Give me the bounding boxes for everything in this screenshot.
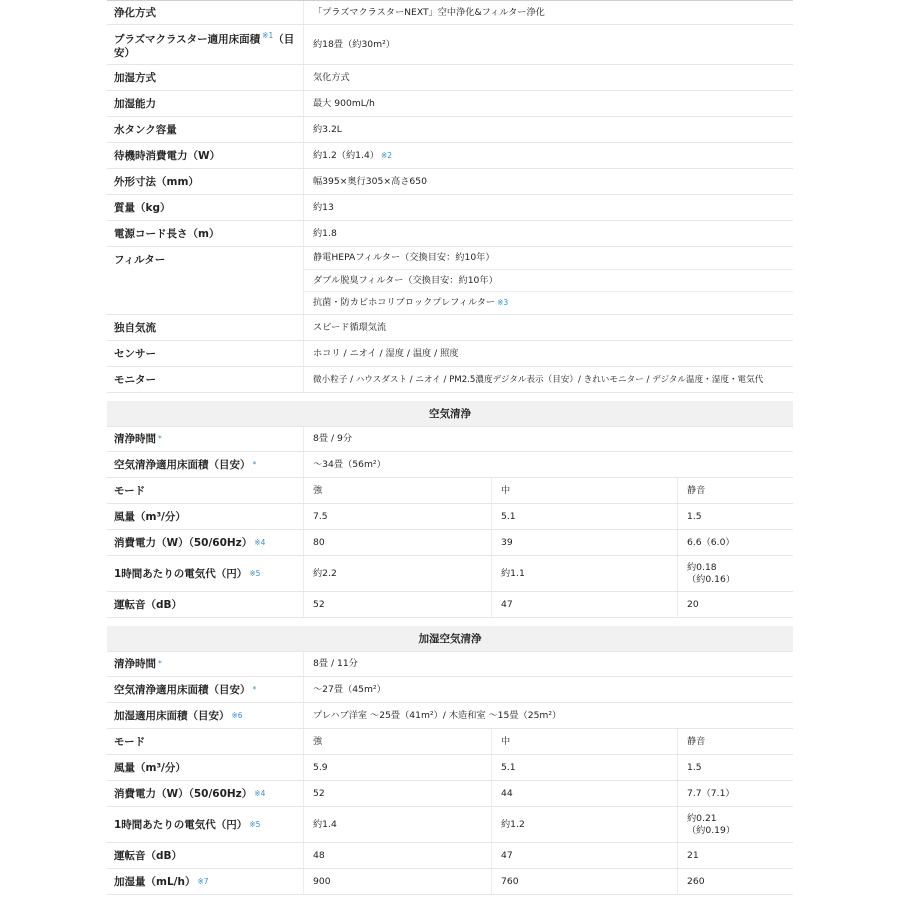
row-label: プラズマクラスター適用床面積 $^{※1}$（目安） — [114, 30, 295, 60]
row-label: 空気清浄適用床面積（目安） * — [114, 458, 257, 471]
row-value: 気化方式 — [303, 65, 793, 90]
cell: 約1.1 — [491, 556, 677, 591]
row-value: プレハブ洋室 ～25畳（41m²）/ 木造和室 ～15畳（25m²） — [303, 703, 793, 728]
spec-row — [107, 169, 793, 195]
cell: 39 — [491, 530, 677, 555]
row-label: 加湿適用床面積（目安） ※6 — [114, 709, 243, 722]
row-value: スピード循環気流 — [303, 315, 793, 340]
cell: 約1.2 — [491, 807, 677, 842]
row-label: 消費電力（W）（50/60Hz） ※4 — [114, 787, 266, 800]
cell: 6.6（6.0） — [677, 530, 793, 555]
airflow-row — [107, 504, 793, 530]
filter-item: 静電HEPAフィルター（交換目安：約10年） — [304, 247, 793, 270]
spec-row — [107, 195, 793, 221]
row-label: 待機時消費電力（W） — [114, 149, 221, 162]
mode-medium: 中 — [491, 729, 677, 754]
spec-table — [107, 0, 793, 895]
spec-row — [107, 652, 793, 677]
cell: 48 — [303, 843, 491, 868]
spec-row — [107, 427, 793, 452]
noise-row — [107, 592, 793, 618]
row-label: 加湿量（mL/h） ※7 — [114, 875, 209, 888]
row-value: ～27畳（45m²） — [303, 677, 793, 702]
spec-row — [107, 0, 793, 25]
airflow-row — [107, 755, 793, 781]
spec-row — [107, 25, 793, 65]
spec-row — [107, 703, 793, 729]
mode-row — [107, 478, 793, 504]
row-label: モニター — [114, 373, 156, 386]
cell: 52 — [303, 781, 491, 806]
row-value: 最大 900mL/h — [303, 91, 793, 116]
cell: 7.7（7.1） — [677, 781, 793, 806]
spec-row — [107, 65, 793, 91]
mode-row — [107, 729, 793, 755]
cell: 約2.2 — [303, 556, 491, 591]
section-header-air: 空気清浄 — [107, 401, 793, 427]
row-label: 運転音（dB） — [114, 598, 183, 611]
row-value: 8畳 / 11分 — [303, 652, 793, 676]
spec-row — [107, 221, 793, 247]
row-label: 外形寸法（mm） — [114, 175, 199, 188]
row-label: 空気清浄適用床面積（目安） * — [114, 683, 257, 696]
spec-row — [107, 452, 793, 478]
cost-row — [107, 556, 793, 592]
filter-list — [303, 247, 793, 314]
row-label: 独自気流 — [114, 321, 156, 334]
cell: 760 — [491, 869, 677, 894]
cell: 5.9 — [303, 755, 491, 780]
mode-strong: 強 — [303, 729, 491, 754]
cell: 1.5 — [677, 755, 793, 780]
row-value: 8畳 / 9分 — [303, 427, 793, 451]
row-label: 運転音（dB） — [114, 849, 183, 862]
cell: 約0.21 （約0.19） — [677, 807, 793, 842]
mode-quiet: 静音 — [677, 729, 793, 754]
row-label: 水タンク容量 — [114, 123, 177, 136]
cell: 約1.4 — [303, 807, 491, 842]
row-label: 1時間あたりの電気代（円） ※5 — [114, 818, 261, 831]
spec-row — [107, 315, 793, 341]
row-value: ホコリ / ニオイ / 湿度 / 温度 / 照度 — [303, 341, 793, 366]
row-value: 「プラズマクラスターNEXT」空中浄化&フィルター浄化 — [303, 1, 793, 24]
spec-row — [107, 91, 793, 117]
cell: 80 — [303, 530, 491, 555]
row-label: 清浄時間 * — [114, 658, 162, 670]
cell: 5.1 — [491, 504, 677, 529]
row-label: 風量（m³/分） — [114, 761, 186, 774]
row-label: モード — [114, 735, 146, 748]
row-value: ～34畳（56m²） — [303, 452, 793, 477]
cell: 1.5 — [677, 504, 793, 529]
section-header-humid: 加湿空気清浄 — [107, 626, 793, 652]
row-label: 電源コード長さ（m） — [114, 227, 220, 240]
row-label: フィルター — [114, 254, 166, 266]
row-label: 加湿方式 — [114, 71, 156, 84]
row-value: 約1.2（約1.4） ※2 — [303, 143, 793, 168]
mode-strong: 強 — [303, 478, 491, 503]
spec-row — [107, 367, 793, 393]
row-value: 約3.2L — [303, 117, 793, 142]
power-row — [107, 781, 793, 807]
cell: 5.1 — [491, 755, 677, 780]
row-label: センサー — [114, 347, 156, 360]
row-label: 消費電力（W）（50/60Hz） ※4 — [114, 536, 266, 549]
row-label: 風量（m³/分） — [114, 510, 186, 523]
mode-medium: 中 — [491, 478, 677, 503]
row-value: 約18畳（約30m²） — [303, 25, 793, 64]
cell: 20 — [677, 592, 793, 617]
spec-row — [107, 677, 793, 703]
row-value: 微小粒子 / ハウスダスト / ニオイ / PM2.5濃度デジタル表示（目安）/ きれいモニター / デジタル温度・湿度・電気代 — [303, 367, 793, 392]
spec-row — [107, 143, 793, 169]
row-label: 質量（kg） — [114, 201, 171, 214]
spec-row — [107, 117, 793, 143]
cell: 44 — [491, 781, 677, 806]
row-label: 浄化方式 — [114, 6, 156, 19]
row-value: 幅395×奥行305×高さ650 — [303, 169, 793, 194]
cell: 900 — [303, 869, 491, 894]
noise-row — [107, 843, 793, 869]
row-value: 約13 — [303, 195, 793, 220]
cell: 約0.18 （約0.16） — [677, 556, 793, 591]
row-label: モード — [114, 484, 146, 497]
cell: 52 — [303, 592, 491, 617]
cell: 21 — [677, 843, 793, 868]
row-label: 清浄時間 * — [114, 433, 162, 445]
cell: 47 — [491, 843, 677, 868]
cell: 47 — [491, 592, 677, 617]
power-row — [107, 530, 793, 556]
filter-row — [107, 247, 793, 315]
row-label: 1時間あたりの電気代（円） ※5 — [114, 567, 261, 580]
mode-quiet: 静音 — [677, 478, 793, 503]
row-value: 約1.8 — [303, 221, 793, 246]
amount-row — [107, 869, 793, 895]
cell: 7.5 — [303, 504, 491, 529]
filter-item: 抗菌・防カビホコリブロックプレフィルター ※3 — [313, 297, 509, 309]
spec-row — [107, 341, 793, 367]
filter-item: ダブル脱臭フィルター（交換目安：約10年） — [304, 270, 793, 293]
cell: 260 — [677, 869, 793, 894]
row-label: 加湿能力 — [114, 97, 156, 110]
cost-row — [107, 807, 793, 843]
